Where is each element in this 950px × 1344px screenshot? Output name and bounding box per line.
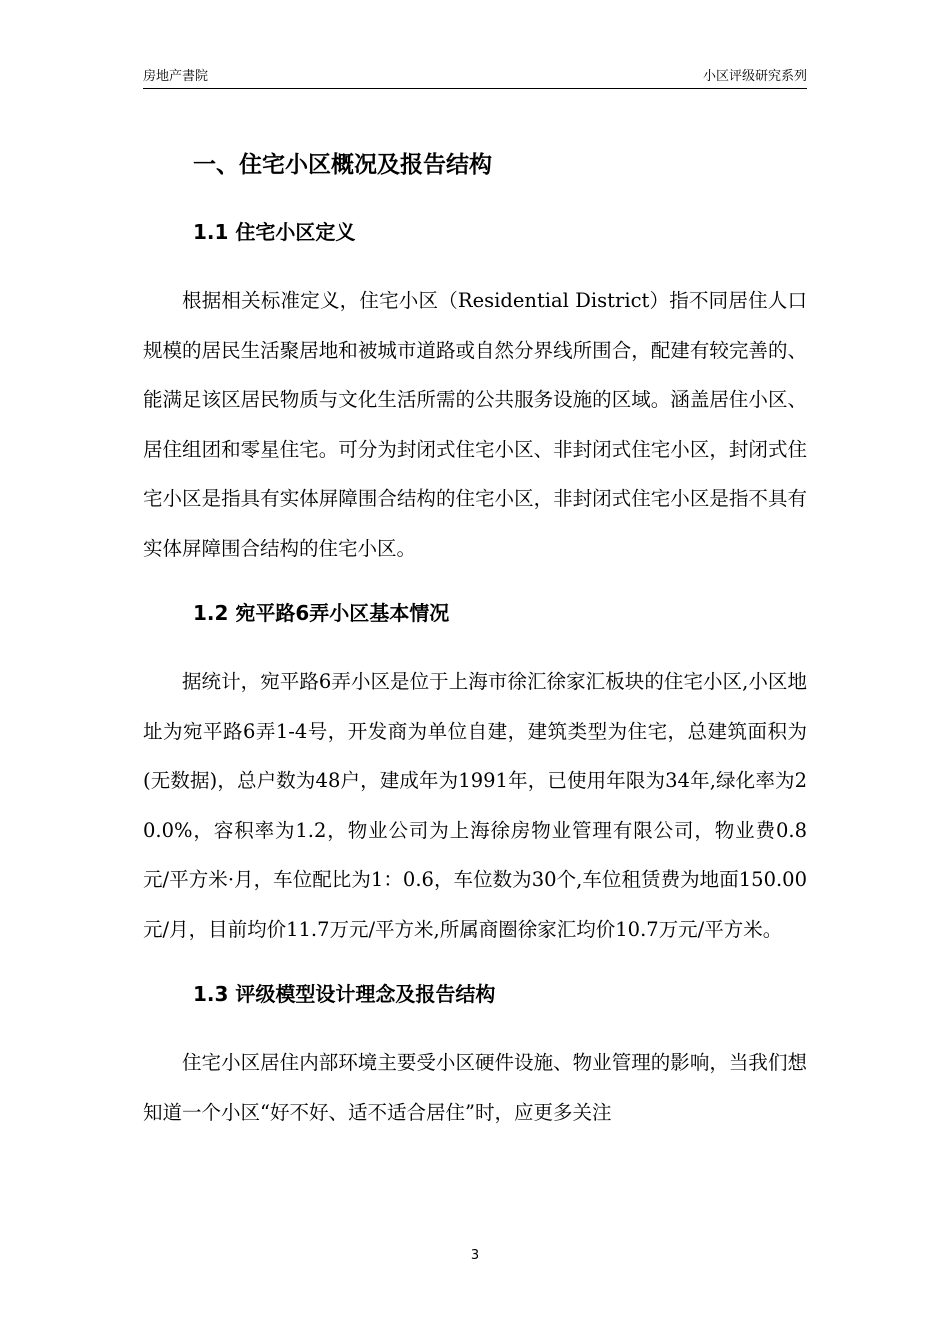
header-publisher: 房地产書院 [143, 69, 209, 84]
header-series-title: 小区评级研究系列 [702, 69, 807, 84]
paragraph-basic-info: 据统计，宛平路6弄小区是位于上海市徐汇徐家汇板块的住宅小区,小区地址为宛平路6弄1-4号，开发商为单位自建，建筑类型为住宅，总建筑面积为(无数据)，总户数为48户，建成年为1991年，已使用年限为34年,绿化率为20.0%，容积率为1.2，物业公司为上海徐房物业管理有限公司，物业费0.8元/平方米·月，车位配比为1：0.6，车位数为30个,车位租赁费为地面150.00元/月，目前均价11.7万元/平方米,所属商圈徐家汇均价10.7万元/平方米。 [143, 670, 807, 941]
section-heading: 一、住宅小区概况及报告结构 [193, 152, 492, 178]
paragraph-model-design: 住宅小区居住内部环境主要受小区硬件设施、物业管理的影响，当我们想知道一个小区“好不好、适不适合居住”时，应更多关注 [143, 1051, 807, 1124]
subsection-heading-1-2: 1.2 宛平路6弄小区基本情况 [193, 601, 450, 625]
subsection-heading-1-1: 1.1 住宅小区定义 [193, 220, 356, 244]
page-header [143, 66, 807, 89]
page-number: 3 [470, 1248, 480, 1263]
document-body [143, 140, 807, 1137]
paragraph-definition: 根据相关标准定义，住宅小区（Residential District）指不同居住人口规模的居民生活聚居地和被城市道路或自然分界线所围合，配建有较完善的、能满足该区居民物质与文化生活所需的公共服务设施的区域。涵盖居住小区、居住组团和零星住宅。可分为封闭式住宅小区、非封闭式住宅小区，封闭式住宅小区是指具有实体屏障围合结构的住宅小区，非封闭式住宅小区是指不具有实体屏障围合结构的住宅小区。 [143, 289, 807, 560]
subsection-heading-1-3: 1.3 评级模型设计理念及报告结构 [193, 982, 496, 1006]
